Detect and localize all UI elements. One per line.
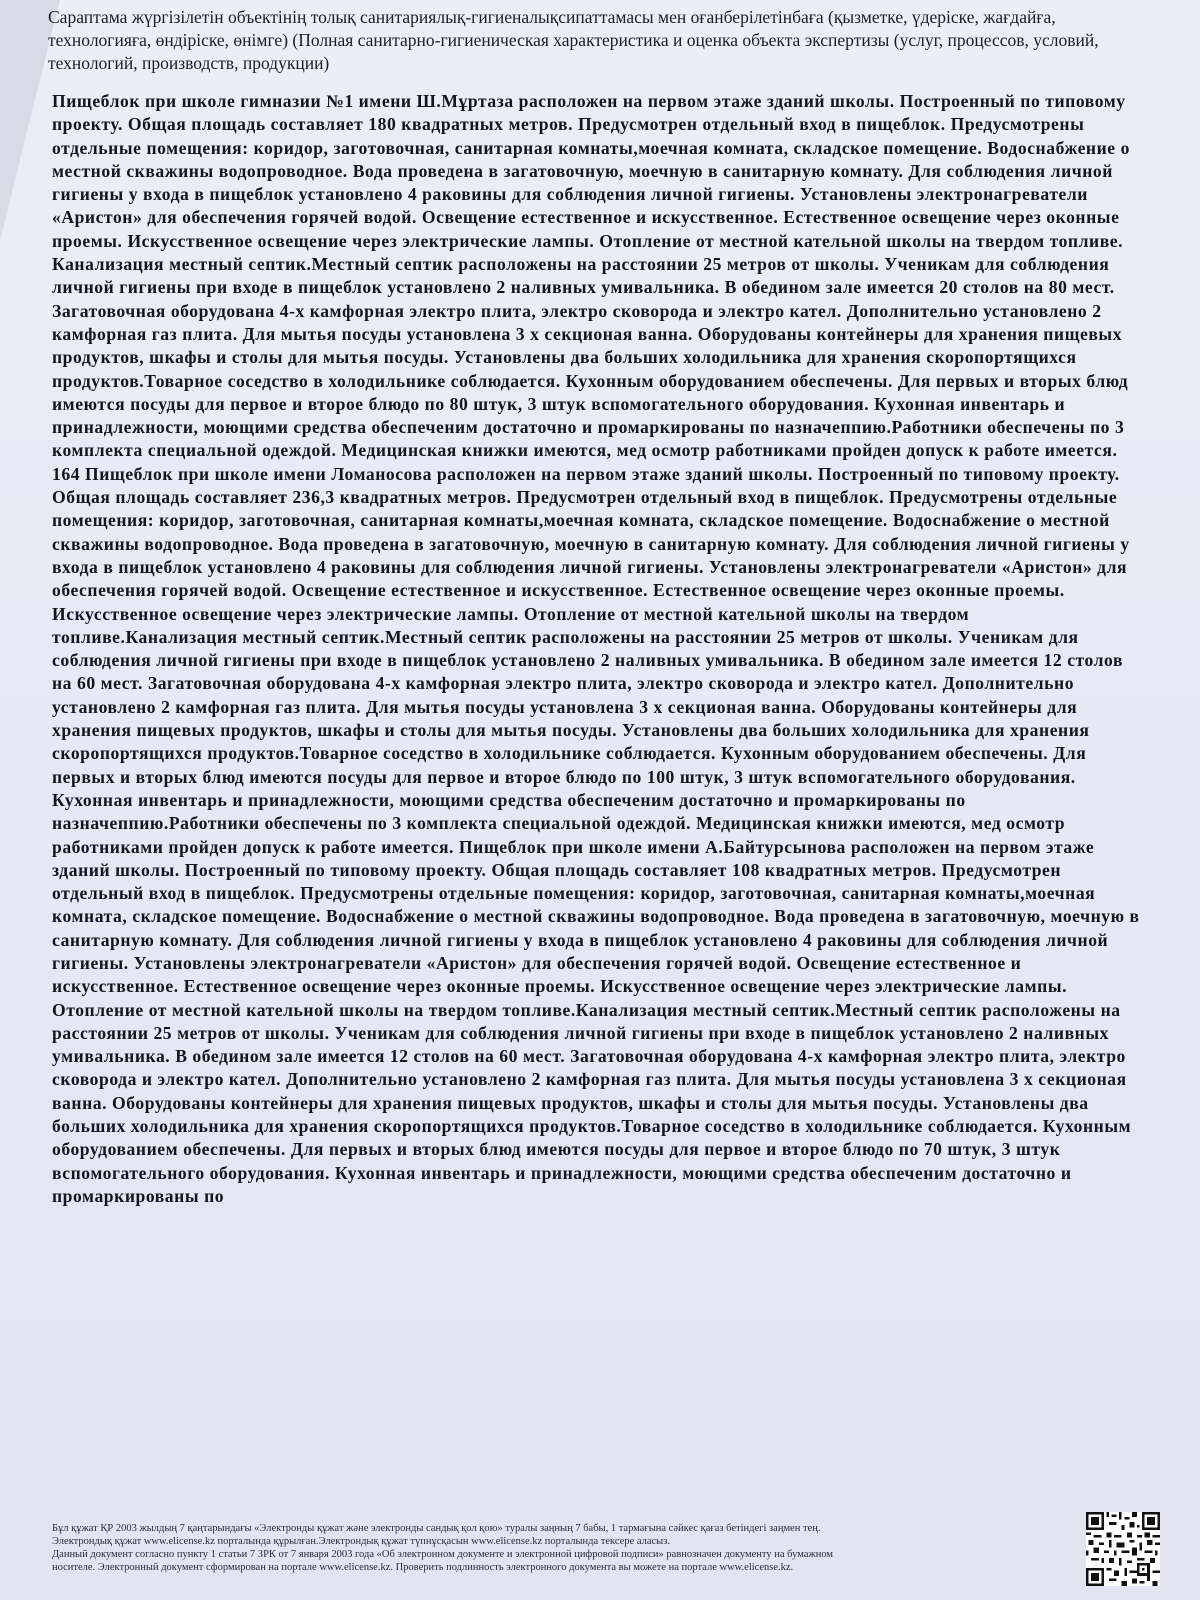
qr-code-graphic xyxy=(1086,1512,1160,1586)
footer-line-kz-1: Бұл құжат ҚР 2003 жылдың 7 қаңтарындағы «Электронды құжат және электронды сандық қол қою» туралы заңның 7 бабы, 1 тармағына сәйкес қағаз бетіндегі заңмен тең. xyxy=(52,1523,821,1534)
footer-notice xyxy=(52,1522,1062,1574)
footer-line-ru-1: Данный документ согласно пункту 1 статьи 7 ЗРК от 7 января 2003 года «Об электронном документе и электронной цифровой подписи» равнозначен документу на бумажном xyxy=(52,1549,834,1560)
footer-line-ru-2: носителе. Электронный документ сформирован на портале www.elicense.kz. Проверить подлинность электронного документа вы можете на портале www.elicense.kz. xyxy=(52,1562,794,1573)
section-heading: Сараптама жүргізілетін объектінің толық санитариялық-гигиеналықсипаттамасы мен оғанберілетінбаға (қызметке, үдеріске, жағдайға, технологияға, өндіріске, өнімге) (Полная санитарно-гигиеническая характеристика и оценка объекта экспертизы (услуг, процессов, условий, технологий, производств, продукции) xyxy=(48,7,1099,73)
footer-line-kz-2: Электрондық құжат www.elicense.kz порталында құрылған.Электрондық құжат түпнұсқасын www.elicense.kz порталында тексере аласыз. xyxy=(52,1536,670,1547)
document-body: Пищеблок при школе гимназии №1 имени Ш.Мұртаза расположен на первом этаже зданий школы. Построенный по типовому проекту. Общая площадь составляет 180 квадратных метров. Предусмотрен отдельный вход в пищеблок. Предусмотрены отдельные помещения: коридор, заготовочная, санитарная комнаты,моечная комната, складское помещение. Водоснабжение о местной скважины водопроводное. Вода проведена в загатовочную, моечную в санитарную комнату. Для соблюдения личной гигиены у входа в пищеблок установлено 4 раковины для соблюдения личной гигиены. Установлены электронагреватели «Аристон» для обеспечения горячей водой. Освещение естественное и искусственное. Естественное освещение через оконные проемы. Искусственное освещение через электрические лампы. Отопление от местной кательной школы на твердом топливе. Канализация местный септик.Местный септик расположены на расстоянии 25 метров от школы. Ученикам для соблюдения личной гигиены при входе в пищеблок установлено 2 наливных умивальника. В обедином зале имеется 20 столов на 80 мест. Загатовочная оборудована 4-х камфорная электро плита, электро сковорода и электро кател. Дополнительно установлено 2 камфорная газ плита. Для мытья посуды установлена 3 х секционая ванна. Оборудованы контейнеры для хранения пищевых продуктов, шкафы и столы для мытья посуды. Установлены два больших холодильника для хранения скоропортящихся продуктов.Товарное соседство в холодильнике соблюдается. Кухонным оборудованием обеспечены. Для первых и вторых блюд имеются посуды для первое и второе блюдо по 80 штук, 3 штук вспомогательного оборудования. Кухонная инвентарь и принадлежности, моющими средства обеспеченим достаточно и промаркированы по назначеппию.Работники обеспечены по 3 комплекта специальной одеждой. Медицинская книжки имеются, мед осмотр работниками пройден допуск к работе имеется. 164 Пищеблок при школе имени Ломаносова расположен на первом этаже зданий школы. Построенный по типовому проекту. Общая площадь составляет 236,3 квадратных метров. Предусмотрен отдельный вход в пищеблок. Предусмотрены отдельные помещения: коридор, заготовочная, санитарная комнаты,моечная комната, складское помещение. Водоснабжение о местной скважины водопроводное. Вода проведена в загатовочную, моечную в санитарную комнату. Для соблюдения личной гигиены у входа в пищеблок установлено 4 раковины для соблюдения личной гигиены. Установлены электронагреватели «Аристон» для обеспечения горячей водой. Освещение естественное и искусственное. Естественное освещение через оконные проемы. Искусственное освещение через электрические лампы. Отопление от местной кательной школы на твердом топливе.Канализация местный септик.Местный септик расположены на расстоянии 25 метров от школы. Ученикам для соблюдения личной гигиены при входе в пищеблок установлено 2 наливных умивальника. В обедином зале имеется 12 столов на 60 мест. Загатовочная оборудована 4-х камфорная электро плита, электро сковорода и электро кател. Дополнительно установлено 2 камфорная газ плита. Для мытья посуды установлена 3 х секционая ванна. Оборудованы контейнеры для хранения пищевых продуктов, шкафы и столы для мытья посуды. Установлены два больших холодильника для хранения скоропортящихся продуктов.Товарное соседство в холодильнике соблюдается. Кухонным оборудованием обеспечены. Для первых и вторых блюд имеются посуды для первое и второе блюдо по 100 штук, 3 штук вспомогательного оборудования. Кухонная инвентарь и принадлежности, моющими средства обеспеченим достаточно и промаркированы по назначеппию.Работники обеспечены по 3 комплекта специальной одеждой. Медицинская книжки имеются, мед осмотр работниками пройден допуск к работе имеется. Пищеблок при школе имени А.Байтурсынова расположен на первом этаже зданий школы. Построенный по типовому проекту. Общая площадь составляет 108 квадратных метров. Предусмотрен отдельный вход в пищеблок. Предусмотрены отдельные помещения: коридор, заготовочная, санитарная комнаты,моечная комната, складское помещение. Водоснабжение о местной скважины водопроводное. Вода проведена в загатовочную, моечную в санитарную комнату. Для соблюдения личной гигиены у входа в пищеблок установлено 4 раковины для соблюдения личной гигиены. Установлены электронагреватели «Аристон» для обеспечения горячей водой. Освещение естественное и искусственное. Естественное освещение через оконные проемы. Искусственное освещение через электрические лампы. Отопление от местной кательной школы на твердом топливе.Канализация местный септик.Местный септик расположены на расстоянии 25 метров от школы. Ученикам для соблюдения личной гигиены при входе в пищеблок установлено 2 наливных умивальника. В обедином зале имеется 12 столов на 60 мест. Загатовочная оборудована 4-х камфорная электро плита, электро сковорода и электро кател. Дополнительно установлено 2 камфорная газ плита. Для мытья посуды установлена 3 х секционая ванна. Оборудованы контейнеры для хранения пищевых продуктов, шкафы и столы для мытья посуды. Установлены два больших холодильника для хранения скоропортящихся продуктов.Товарное соседство в холодильнике соблюдается. Кухонным оборудованием обеспечены. Для первых и вторых блюд имеются посуды для первое и второе блюдо по 70 штук, 3 штук вспомогательного оборудования. Кухонная инвентарь и принадлежности, моющими средства обеспеченим достаточно и промаркированы по xyxy=(52,91,1140,1206)
qr-code-icon xyxy=(1086,1512,1160,1586)
